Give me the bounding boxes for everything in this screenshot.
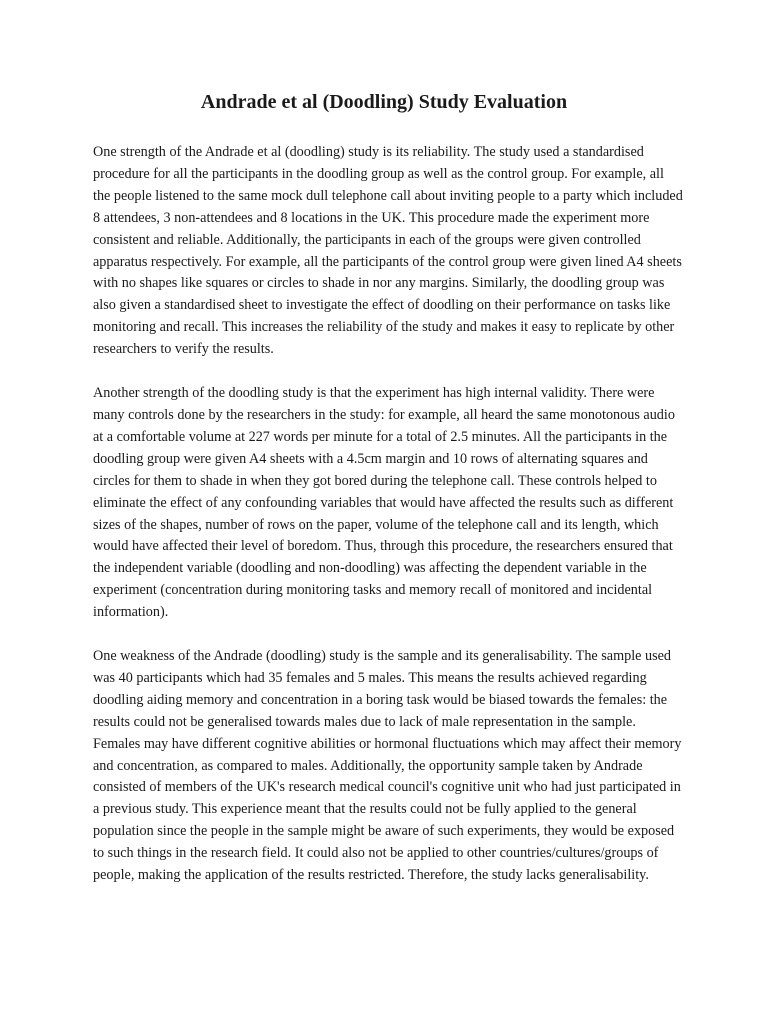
document-body <box>93 142 683 909</box>
paragraph-reliability: One strength of the Andrade et al (doodling) study is its reliability. The study used a standardised procedure for all the participants in the doodling group as well as the control group. For example, all the people listened to the same mock dull telephone call about inviting people to a party which included 8 attendees, 3 non-attendees and 8 locations in the UK. This procedure made the experiment more consistent and reliable. Additionally, the participants in each of the groups were given controlled apparatus respectively. For example, all the participants of the control group were given lined A4 sheets with no shapes like squares or circles to shade in nor any margins. Similarly, the doodling group was also given a standardised sheet to investigate the effect of doodling on their performance on tasks like monitoring and recall. This increases the reliability of the study and makes it easy to replicate by other researchers to verify the results. <box>93 144 683 358</box>
document-title: Andrade et al (Doodling) Study Evaluation <box>200 91 568 113</box>
paragraph-internal-validity: Another strength of the doodling study is that the experiment has high internal validity. There were many controls done by the researchers in the study: for example, all heard the same monotonous audio at a comfortable volume at 227 words per minute for a total of 2.5 minutes. All the participants in the doodling group were given A4 sheets with a 4.5cm margin and 10 rows of alternating squares and circles for them to shade in when they got bored during the telephone call. These controls helped to eliminate the effect of any confounding variables that would have affected the results such as different sizes of the shapes, number of rows on the paper, volume of the telephone call and its length, which would have affected their level of boredom. Thus, through this procedure, the researchers ensured that the independent variable (doodling and non-doodling) was affecting the dependent variable in the experiment (concentration during monitoring tasks and memory recall of monitored and incidental information). <box>93 385 675 621</box>
paragraph-generalisability: One weakness of the Andrade (doodling) study is the sample and its generalisability. The sample used was 40 participants which had 35 females and 5 males. This means the results achieved regarding doodling aiding memory and concentration in a boring task would be biased towards the females: the results could not be generalised towards males due to lack of male representation in the sample. Females may have different cognitive abilities or hormonal fluctuations which may affect their memory and concentration, as compared to males. Additionally, the opportunity sample taken by Andrade consisted of members of the UK's research medical council's cognitive unit who had just participated in a previous study. This experience meant that the results could not be fully applied to the general population since the people in the sample might be aware of such experiments, they would be exposed to such things in the research field. It could also not be applied to other countries/cultures/groups of people, making the application of the results restricted. Therefore, the study lacks generalisability. <box>93 648 682 884</box>
